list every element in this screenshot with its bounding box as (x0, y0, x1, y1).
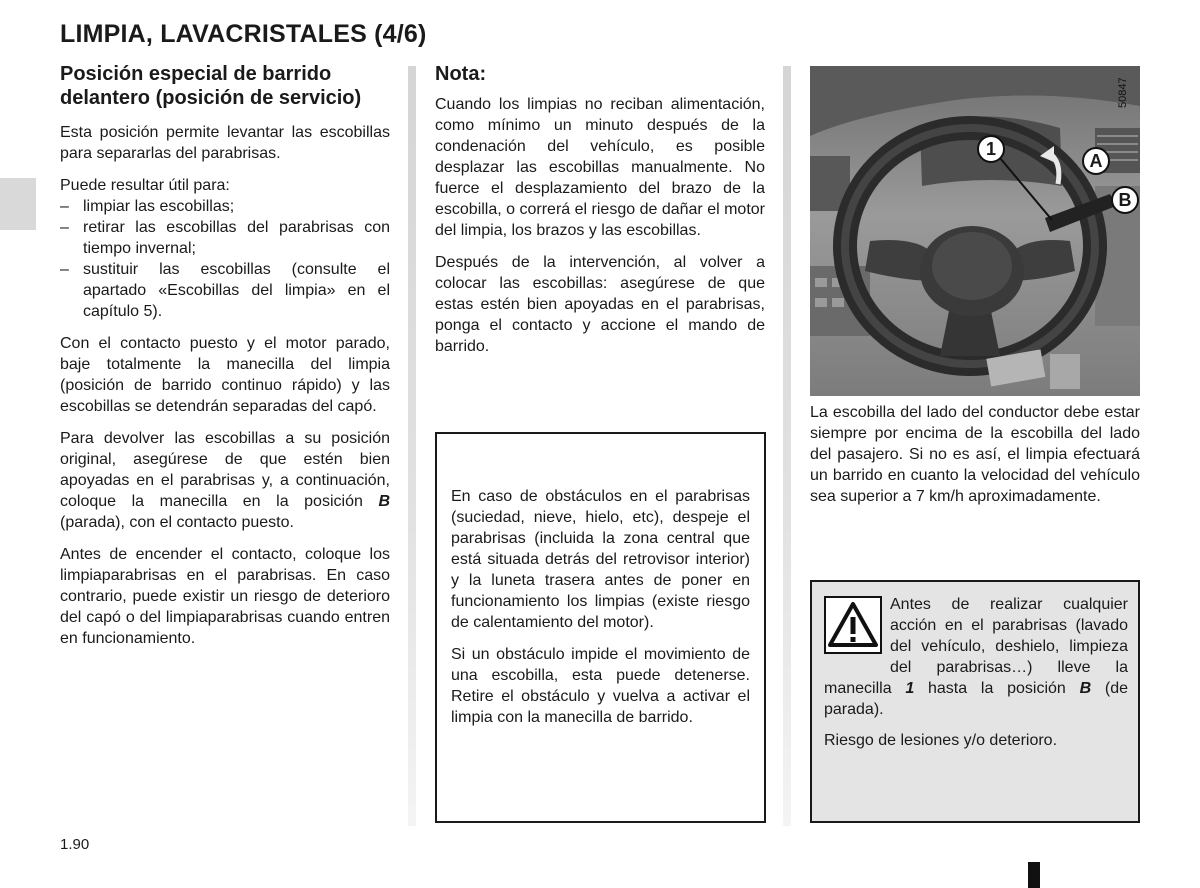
warning-paragraph-2: Riesgo de lesiones y/o deterioro. (824, 732, 1058, 749)
paragraph-3: Antes de encender el contacto, coloque los limpiaparabrisas en el parabrisas. En caso contrario, puede existir un riesgo de deterioro del capó o del limpiaparabrisas cuando entren en funcionamiento. (60, 546, 390, 647)
section-heading: Posición especial de barrido delantero (posición de servicio) (60, 63, 362, 109)
separator-bar-right (783, 66, 791, 826)
separator-bar-left (408, 66, 416, 826)
note-paragraph-1: Cuando los limpias no reciban alimentación, como mínimo un minuto después de la condenación del vehículo, es posible desplazar las escobillas manualmente. No fuerce el desplazamiento del brazo de la escobilla, o correrá el riesgo de dañar el motor del limpia, los brazos y las escobillas. (435, 96, 765, 239)
page-title: LIMPIA, LAVACRISTALES (4/6) (60, 20, 427, 48)
left-column (60, 62, 390, 660)
image-code: 50847 (1117, 77, 1129, 108)
caution-box (435, 432, 766, 823)
list-intro: Puede resultar útil para: (60, 177, 230, 194)
use-list (60, 196, 390, 322)
intro-paragraph: Esta posición permite levantar las escobillas para separarlas del parabrisas. (60, 124, 390, 162)
note-paragraph-2: Después de la intervención, al volver a colocar las escobillas: asegúrese de que estas estén bien apoyadas en el parabrisas, ponga el contacto y accione el mando de barrido. (435, 254, 765, 355)
illustration-caption-block (810, 402, 1140, 518)
paragraph-1: Con el contacto puesto y el motor parado, baje totalmente la manecilla del limpia (posición de barrido continuo rápido) y las escobillas se detendrán separadas del capó. (60, 335, 390, 415)
illustration-caption: La escobilla del lado del conductor debe estar siempre por encima de la escobilla del lado del pasajero. Si no es así, el limpia efectuará un barrido en cuanto la velocidad del vehículo sea superior a 7 km/h aproximadamente. (810, 404, 1140, 505)
caution-paragraph-1: En caso de obstáculos en el parabrisas (suciedad, nieve, hielo, etc), despeje el parabrisas (incluida la zona central que está situada detrás del retrovisor interior) y la luneta trasera antes de poner en funcionamiento los limpias (existe riesgo de calentamiento del motor). (451, 488, 750, 631)
warning-box (810, 580, 1140, 823)
warning-paragraph-1: Antes de realizar cualquier acción en el parabrisas (lavado del vehículo, deshielo, limpieza del parabrisas…) lleve la manecilla 1 hasta la posición B (de parada). (824, 596, 1129, 718)
note-heading: Nota: (435, 63, 487, 85)
list-item: – retirar las escobillas del parabrisas con tiempo invernal; (60, 217, 390, 259)
page-number: 1.90 (60, 836, 90, 853)
callout-1: 1 (977, 135, 1005, 163)
caution-paragraph-2: Si un obstáculo impide el movimiento de una escobilla, esta puede detenerse. Retire el obstáculo y vuelva a activar el limpia con la manecilla de barrido. (451, 646, 750, 726)
list-item: – sustituir las escobillas (consulte el apartado «Escobillas del limpia» en el capítulo 5). (60, 259, 390, 322)
list-item: – limpiar las escobillas; (60, 196, 390, 217)
steering-wheel-drawing (810, 66, 1140, 396)
page-edge-marker (1028, 862, 1040, 888)
chapter-tab (0, 178, 36, 230)
paragraph-2: Para devolver las escobillas a su posición original, asegúrese de que estén bien apoyadas en el parabrisas y, a continuación, coloque la manecilla en la posición B (parada), con el contacto puesto. (60, 430, 390, 531)
callout-a: A (1082, 147, 1110, 175)
steering-wheel-illustration (810, 66, 1140, 396)
callout-b: B (1111, 186, 1139, 214)
note-section (435, 62, 765, 368)
